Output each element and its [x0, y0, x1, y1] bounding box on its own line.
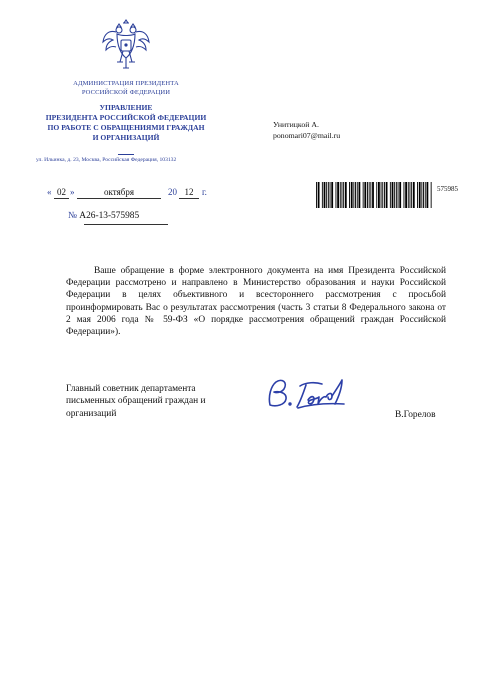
barcode-bar [405, 182, 407, 208]
handwritten-signature [262, 374, 348, 412]
barcode-bar [355, 182, 356, 208]
barcode-bar [410, 182, 411, 208]
barcode-bar [336, 182, 337, 208]
date-close-quote: » [70, 187, 75, 197]
barcode-bar [427, 182, 429, 208]
registration-underline [84, 224, 168, 225]
barcode-bar [343, 182, 344, 208]
administration-line: АДМИНИСТРАЦИЯ ПРЕЗИДЕНТА [73, 80, 179, 87]
barcode-bar [326, 182, 327, 208]
barcode-bar [357, 182, 358, 208]
department-address: ул. Ильинка, д. 23, Москва, Российская Федерация, 103132 [36, 157, 177, 163]
registration-number-value: А26-13-575985 [79, 211, 140, 221]
barcode-bar [386, 182, 388, 208]
number-sign: № [68, 211, 77, 221]
barcode-bar [413, 182, 415, 208]
barcode-bar [363, 182, 364, 208]
barcode-bar [382, 182, 383, 208]
barcode-bar [376, 182, 377, 208]
barcode-bar [367, 182, 368, 208]
barcode-bar [398, 182, 399, 208]
barcode-bar [378, 182, 380, 208]
barcode-bar [404, 182, 405, 208]
administration-line: РОССИЙСКОЙ ФЕДЕРАЦИИ [81, 88, 171, 96]
date-year-unit: г. [202, 187, 207, 197]
barcode-bar [342, 182, 343, 208]
date-open-quote: « [47, 187, 52, 197]
barcode-bar [431, 182, 432, 208]
registration-number [68, 211, 139, 221]
barcode-bar [331, 182, 333, 208]
barcode-bar [359, 182, 361, 208]
barcode-bar [425, 182, 426, 208]
barcode-bar [364, 182, 366, 208]
signatory-name: В.Горелов [395, 410, 436, 420]
date-year-suffix: 12 [179, 187, 199, 199]
barcode-bar [345, 182, 347, 208]
barcode-bar [392, 182, 394, 208]
department-line: И ОРГАНИЗАЦИЙ [92, 133, 160, 142]
barcode-bar [340, 182, 341, 208]
date-year-prefix: 20 [168, 187, 177, 197]
department-name [34, 103, 218, 143]
coat-of-arms-emblem-icon [101, 16, 151, 74]
barcode-bar [423, 182, 424, 208]
barcode [316, 182, 433, 208]
barcode-bar [421, 182, 422, 208]
barcode-bar [353, 182, 354, 208]
barcode-number: 575985 [437, 185, 458, 193]
header-divider [118, 154, 134, 155]
barcode-bar [381, 182, 382, 208]
barcode-bar [408, 182, 409, 208]
recipient-name: Унитицкой А. [273, 120, 319, 129]
barcode-bar [369, 182, 370, 208]
document-date [47, 187, 257, 201]
barcode-bar [370, 182, 371, 208]
barcode-bar [417, 182, 418, 208]
barcode-bar [349, 182, 350, 208]
date-month: октября [77, 187, 161, 199]
barcode-bar [316, 182, 317, 208]
barcode-bar [318, 182, 320, 208]
barcode-bar [394, 182, 395, 208]
position-line: письменных обращений граждан и [66, 396, 206, 407]
department-line: ПРЕЗИДЕНТА РОССИЙСКОЙ ФЕДЕРАЦИИ [45, 113, 207, 122]
department-line: ПО РАБОТЕ С ОБРАЩЕНИЯМИ ГРАЖДАН [47, 123, 205, 132]
recipient-block [273, 119, 340, 141]
position-line: организаций [66, 408, 117, 419]
barcode-bar [330, 182, 331, 208]
position-line: Главный советник департамента [66, 384, 196, 394]
barcode-bar [351, 182, 353, 208]
letter-body: Ваше обращение в форме электронного документа на имя Президента Российской Федерации рассмотрено и направлено в Министерство образования и науки Российской Федерации в целях объективного и всестороннего рассмотрения с просьбой проинформировать Вас о результатах рассмотрения (часть 3 статьи 8 Федерального закона от 2 мая 2006 года № 59-ФЗ «О порядке рассмотрения обращений граждан Российской Федерации»). [66, 266, 446, 338]
barcode-bar [399, 182, 401, 208]
administration-name [34, 80, 218, 97]
barcode-bar [390, 182, 391, 208]
date-day: 02 [54, 187, 69, 199]
barcode-bar [328, 182, 329, 208]
barcode-bar [324, 182, 326, 208]
barcode-bar [372, 182, 374, 208]
barcode-bar [419, 182, 421, 208]
barcode-bar [396, 182, 397, 208]
department-line: УПРАВЛЕНИЕ [99, 103, 153, 112]
barcode-bar [322, 182, 323, 208]
signatory-position [66, 383, 256, 420]
barcode-bar [411, 182, 412, 208]
barcode-bar [384, 182, 385, 208]
recipient-email: ponomari07@mail.ru [273, 131, 341, 140]
barcode-bar [337, 182, 339, 208]
